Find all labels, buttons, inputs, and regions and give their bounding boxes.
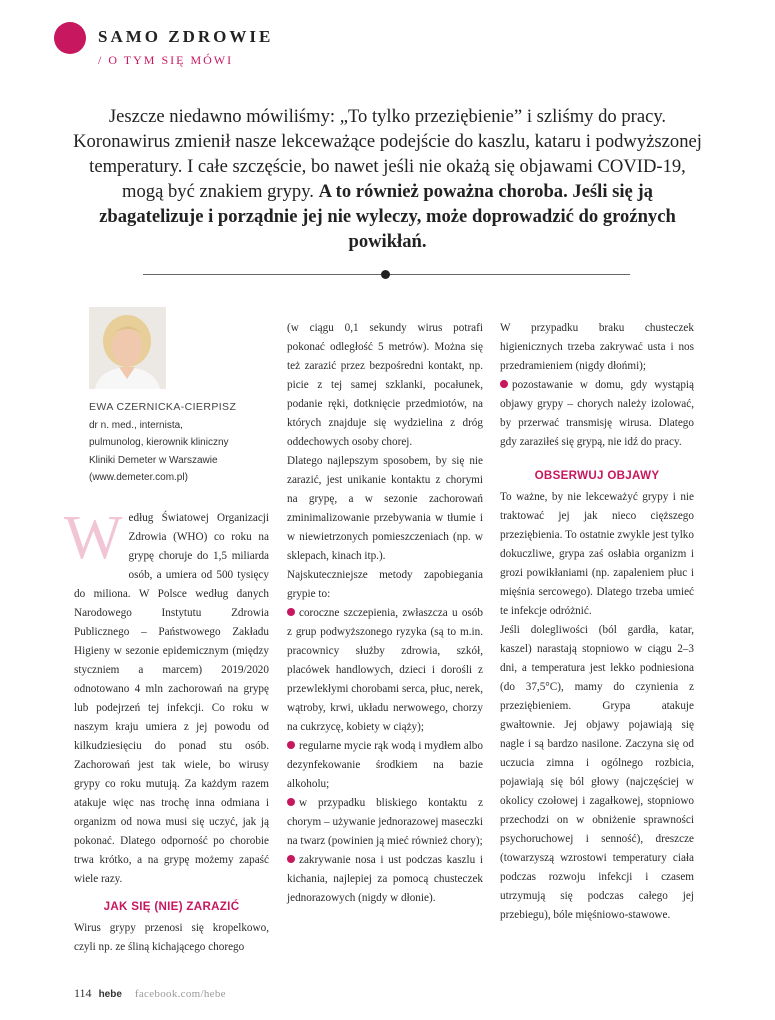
divider-dot-icon: [381, 270, 390, 279]
lead-paragraph: [72, 104, 703, 254]
author-bio-line: Kliniki Demeter w Warszawie: [89, 454, 218, 466]
social-link[interactable]: facebook.com/hebe: [134, 988, 226, 1000]
page-number: 114: [74, 986, 92, 1000]
bullet-dot-icon: [287, 798, 295, 806]
bullet-item: [287, 737, 483, 794]
author-bio-line: dr n. med., internista,: [89, 420, 183, 431]
bullet-item: [287, 851, 483, 908]
bullet-text: regularne mycie rąk wodą i mydłem albo dezynfekowanie środkiem na bazie alkoholu;: [287, 740, 483, 790]
col1-end: Wirus grypy przenosi się kropelkowo, czyli np. ze śliną kichającego chorego: [74, 922, 269, 953]
page-footer: [74, 986, 226, 1001]
bullet-text: coroczne szczepienia, zwłaszcza u osób z grup podwyższonego ryzyka (są to m.in. pracownicy służby zdrowia, szkół, placówek handlowych, dzieci i dorośli z przewlekłymi chorobami serca, płuc, nerek, wątroby, krwi, układu nerwowego, chorzy na cukrzycę, kobiety w ciąży);: [287, 607, 484, 733]
author-photo: [89, 307, 166, 389]
author-bio-line: (www.demeter.com.pl): [89, 471, 188, 483]
drop-cap: W: [64, 504, 123, 572]
col2-paragraph-1: (w ciągu 0,1 sekundy wirus potrafi pokonać odległość 5 metrów). Można się też zarazić przez bezpośredni kontakt, np. picie z tej samej szklanki, pocałunek, podanie ręki, dotknięcie przedmiotów, na których znajduje się wydzielina z dróg oddechowych osoby chorej.: [287, 322, 483, 448]
subhead-observe-symptoms: OBSERWUJ OBJAWY: [534, 469, 660, 482]
bullet-item: [500, 376, 694, 452]
col3-paragraph-3: Jeśli dolegliwości (ból gardła, katar, kaszel) narastają stopniowo w ciągu 2–3 dni, a temperatura jest lekko podniesiona (do 37,5°C), mamy do czynienia z przeziębieniem. Grypa atakuje gwałtownie. Jej objawy pojawiają się nagle i są bardzo nasilone. Zaczyna się od uczucia zimna i ogólnego rozbicia, pojawiają się ból głowy (najczęściej w okolicy czołowej i zagałkowej, stopniowo przechodzi on w obniżenie sprawności psychoruchowej i senność), dreszcze (towarzyszą wzrostowi temperatury ciała podczas rozwoju infekcji i czasem utrzymują się podczas całego jej przebiegu), bóle mięśniowo-stawowe.: [500, 624, 694, 921]
bullet-dot-icon: [287, 741, 295, 749]
bullet-text: pozostawanie w domu, gdy wystąpią objawy grypy – chorych należy izolować, by przerwać transmisję wirusa. Dlatego gdy zaraziłeś się grypą, nie idź do pracy.: [500, 379, 694, 448]
section-title: SAMO ZDROWIE: [98, 27, 274, 46]
author-bio: [89, 417, 269, 486]
article-column-3: [500, 319, 694, 925]
bullet-text: zakrywanie nosa i ust podczas kaszlu i kichania, najlepiej za pomocą chusteczek jednorazowych (nigdy w dłonie).: [287, 854, 483, 904]
col2-paragraph-2: Dlatego najlepszym sposobem, by się nie zarazić, jest unikanie kontaktu z chorymi na grypę, a w sezonie zachorowań zminimalizowanie przebywania w tłumie i w niewietrzonych pomieszczeniach (np. w sklepach, kinach itp.).: [287, 455, 483, 562]
author-name: EWA CZERNICKA-CIERPISZ: [89, 401, 237, 413]
section-subtitle: / O TYM SIĘ MÓWI: [98, 53, 234, 67]
lead-normal: Jeszcze niedawno mówiliśmy: „To tylko przeziębienie” i szliśmy do pracy. Koronawirus zmienił nasze lekceważące podejście do kaszlu, kataru i podwyższonej temperatury. I całe szczęście, bo nawet jeśli nie okażą się objawami COVID-19, mogą być znakiem grypy.: [73, 106, 702, 202]
author-bio-line: pulmunolog, kierownik kliniczny: [89, 437, 229, 449]
section-dot-icon: [54, 22, 86, 54]
col3-paragraph-2: To ważne, by nie lekceważyć grypy i nie traktować jej jak nieco cięższego przeziębienia. To ostatnie zwykle jest tylko dokuczliwe, grypa zaś osłabia organizm i grozi powikłaniami (np. zapaleniem płuc i mięśnia sercowego). Dlatego trzeba umieć te infekcje odróżnić.: [500, 491, 694, 617]
bullet-dot-icon: [287, 608, 295, 616]
col2-paragraph-3: Najskuteczniejsze metody zapobiegania grypie to:: [287, 569, 483, 600]
bullet-dot-icon: [287, 855, 295, 863]
subhead-how-to-avoid: JAK SIĘ (NIE) ZARAZIĆ: [103, 900, 240, 913]
bullet-item: [287, 604, 483, 737]
col1-intro: edług Światowej Organizacji Zdrowia (WHO) co roku na grypę choruje do 1,5 miliarda osób, a umiera od 500 tysięcy do miliona. W Polsce według danych Narodowego Instytutu Zdrowia Publicznego – Państwowego Zakładu Higieny w sezonie epidemicznym (między styczniem a marcem) 2019/2020 odnotowano 4 mln zachorowań na grypę lub podejrzeń tej infekcji. Co roku w naszym kraju umiera z jej powodu od kilkudziesięciu do ponad stu osób. Zachorowań jest tak wiele, bo wirusy grypy co roku mutują. Za każdym razem atakuje więc nas trochę inna odmiana i organizm od nowa musi się uczyć, jak ją pokonać. Dlatego odporność po chorobie trwa krótko, a na grypę możemy zapaść wiele razy.: [74, 512, 269, 885]
bullet-text: w przypadku bliskiego kontaktu z chorym – używanie jednorazowej maseczki na twarz (powinien ją mieć również chory);: [287, 797, 483, 847]
article-column-1: [64, 504, 269, 957]
article-column-2: [287, 319, 483, 908]
bullet-item: [287, 794, 483, 851]
lead-bold: A to również poważna choroba. Jeśli się ją zbagatelizuje i porządnie jej nie wyleczy, może doprowadzić do groźnych powikłań.: [99, 181, 676, 252]
col3-paragraph-1: W przypadku braku chusteczek higienicznych trzeba zakrywać usta i nos przedramieniem (nigdy dłońmi);: [500, 322, 694, 372]
bullet-dot-icon: [500, 380, 508, 388]
brand-logo: hebe: [98, 989, 122, 1000]
